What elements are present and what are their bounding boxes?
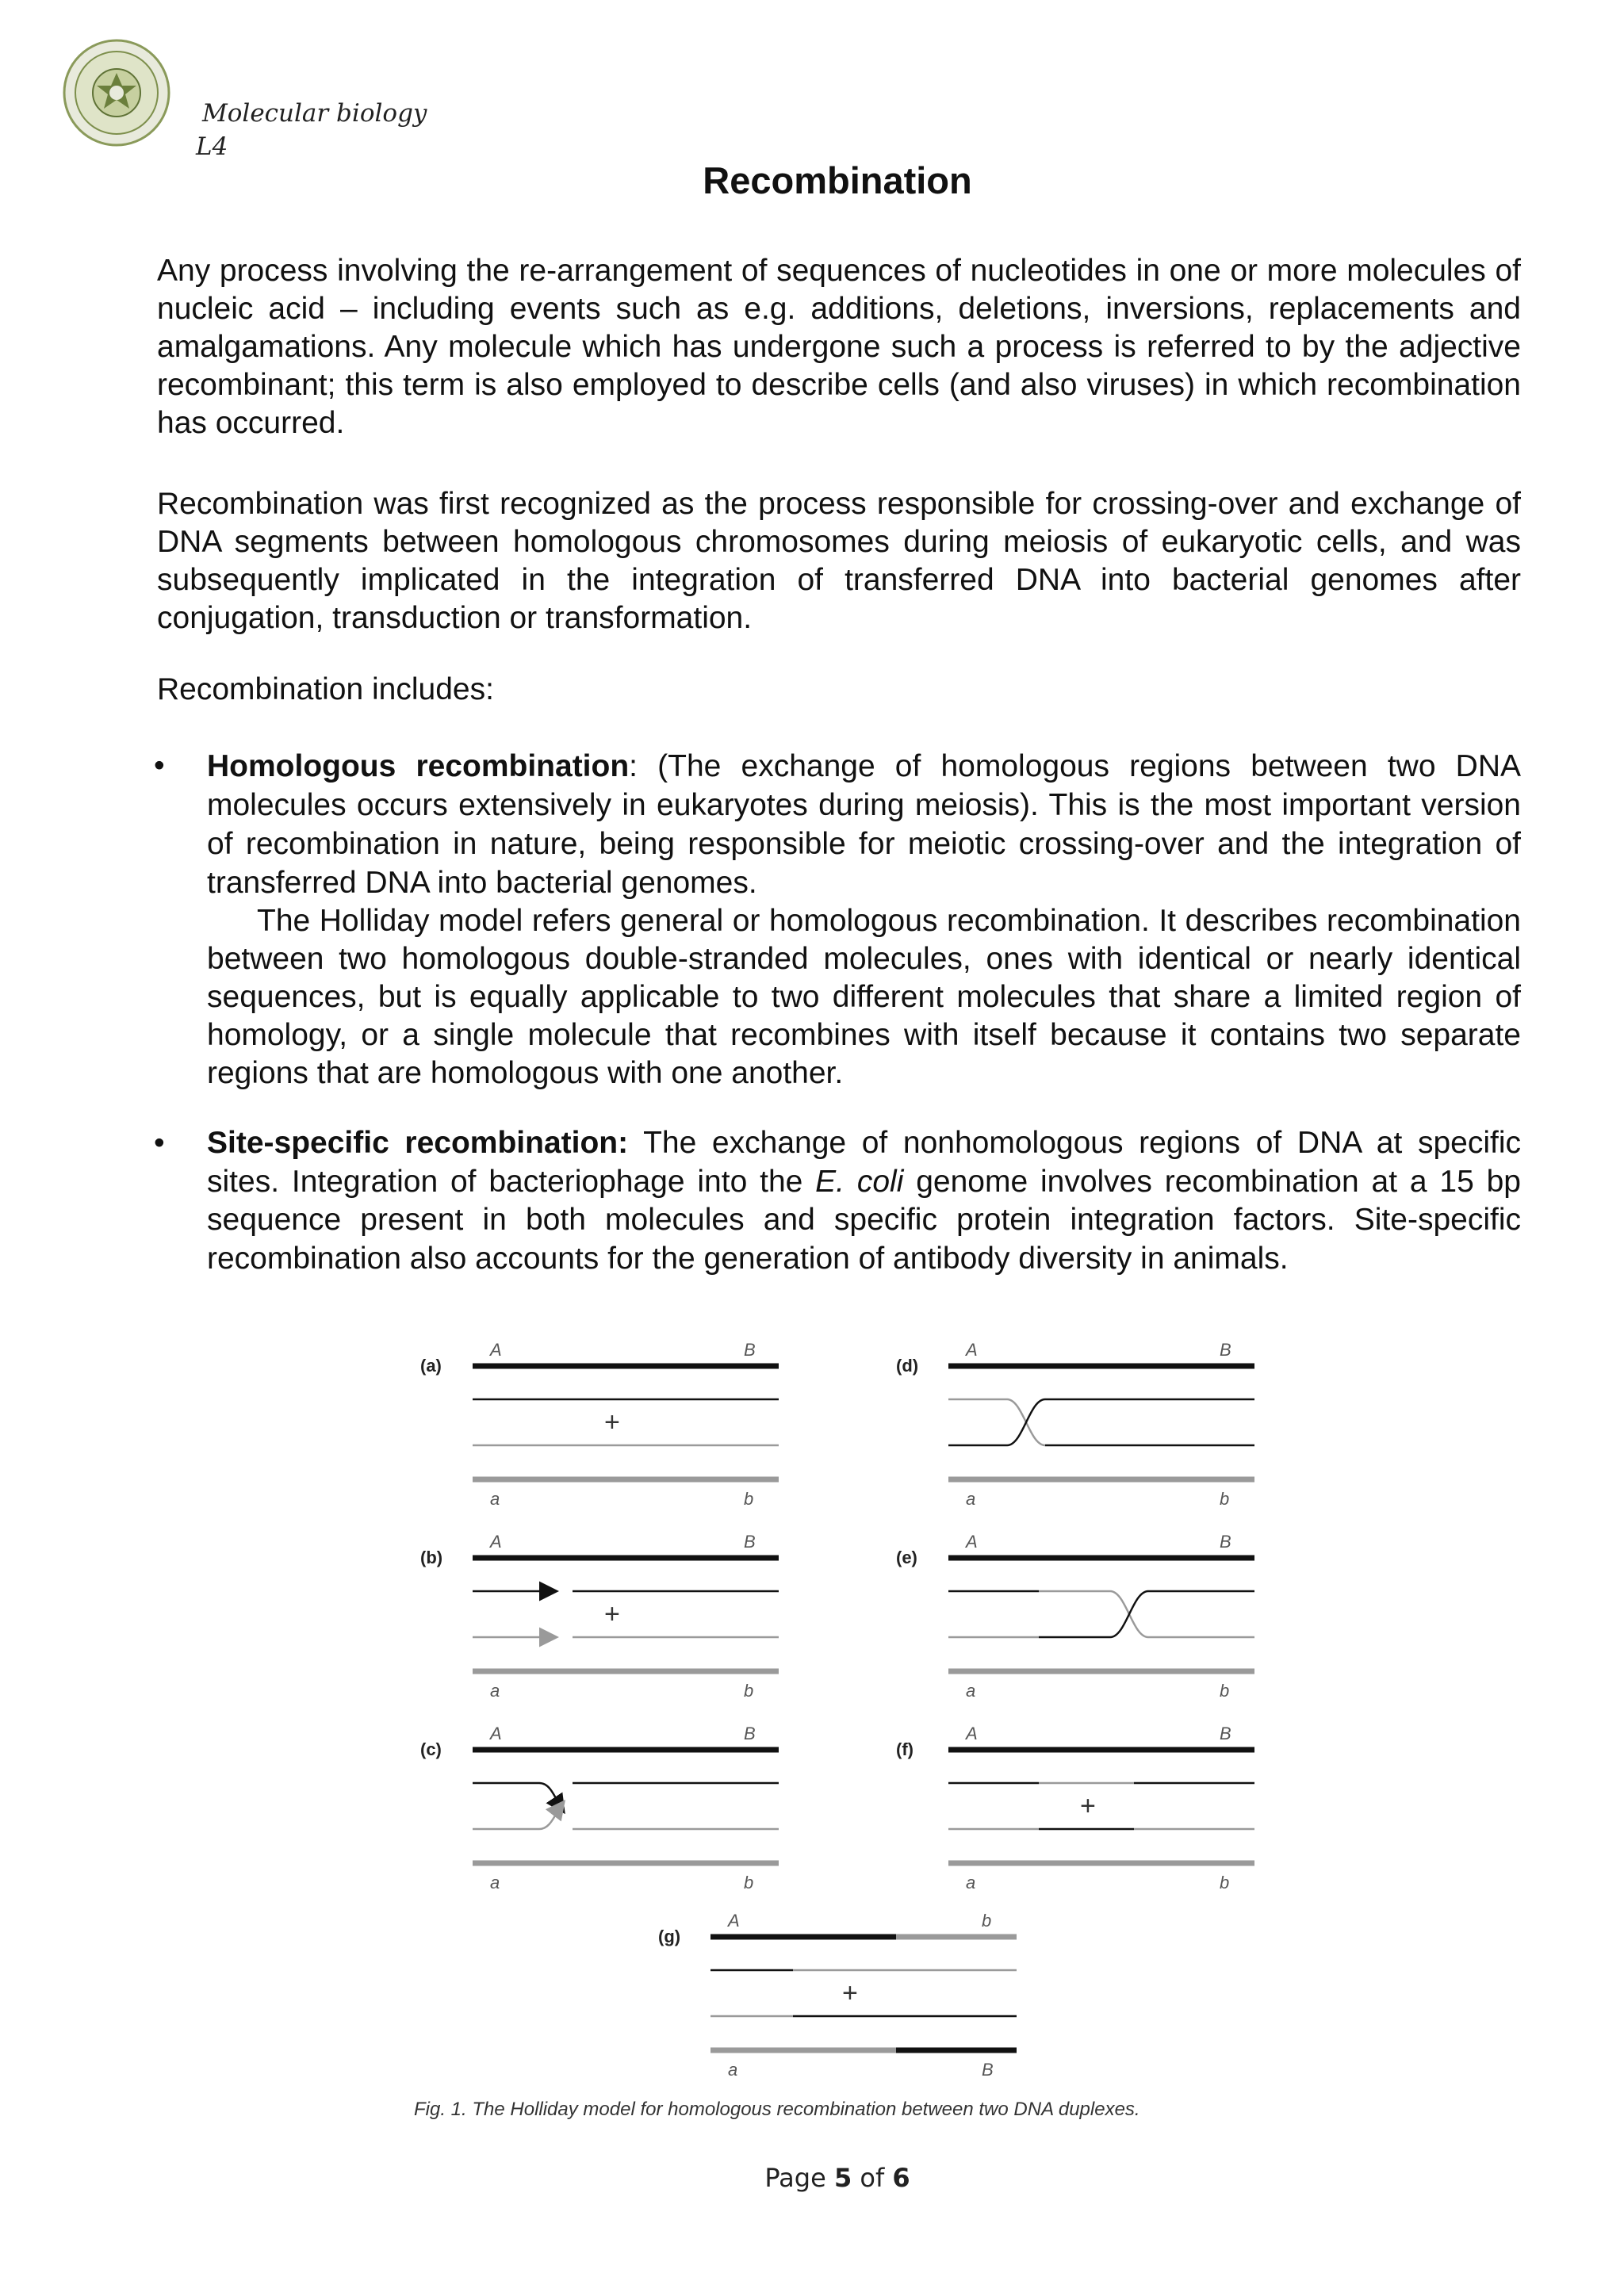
svg-text:A: A	[490, 1532, 502, 1552]
panel-label: (c)	[420, 1739, 442, 1759]
svg-text:b: b	[982, 1911, 992, 1931]
svg-text:a: a	[966, 1873, 976, 1892]
bullet-text: The exchange of nonhomologous regions of DNA at specific sites. Integration of bacteriophage into the	[207, 1126, 1521, 1199]
holliday-diagram	[396, 1340, 1380, 2133]
svg-text:a: a	[490, 1873, 500, 1892]
svg-text:B: B	[1220, 1532, 1231, 1552]
panel-label: (f)	[896, 1739, 914, 1759]
paragraph-definition	[157, 252, 1521, 442]
page-number: Page 5 of 6	[764, 2163, 910, 2193]
holliday-model-figure	[396, 1340, 1380, 2133]
bullet-homologous	[154, 747, 1522, 1093]
term-homologous: Homologous recombination	[207, 749, 630, 783]
bullet-icon: •	[154, 748, 165, 783]
svg-text:b: b	[1220, 1489, 1230, 1509]
svg-text:A: A	[490, 1724, 502, 1743]
bullet-site-specific	[154, 1124, 1521, 1278]
bullet-text: : (The exchange of homologous regions between two DNA molecules occurs extensively in eukaryotes during meiosis). This is the most important version of recombination in nature, being responsible for meiotic crossing-over and the integration of transferred DNA into bacterial genomes.	[207, 749, 1522, 900]
course-title: Molecular biology	[202, 99, 427, 128]
svg-text:+: +	[1080, 1791, 1096, 1821]
organism-name: E. coli	[815, 1164, 904, 1199]
label-A: A	[490, 1340, 502, 1360]
panel-label: (g)	[658, 1927, 681, 1946]
svg-text:a: a	[490, 1681, 500, 1701]
panel-e	[896, 1532, 1254, 1701]
panel-g	[658, 1911, 1017, 2080]
page-title: Recombination	[703, 159, 972, 201]
panel-d	[896, 1340, 1254, 1509]
svg-text:A: A	[966, 1340, 978, 1360]
term-site-specific: Site-specific recombination:	[207, 1126, 629, 1160]
panel-c	[420, 1724, 779, 1892]
panel-f	[896, 1724, 1254, 1892]
svg-text:a: a	[728, 2060, 738, 2080]
svg-text:+: +	[604, 1599, 620, 1629]
svg-text:B: B	[744, 1724, 756, 1743]
svg-text:b: b	[744, 1681, 754, 1701]
course-level: L4	[196, 132, 228, 161]
panel-b	[420, 1532, 779, 1701]
paragraph-includes	[157, 671, 1521, 709]
panel-label: (e)	[896, 1548, 917, 1567]
svg-text:+: +	[842, 1978, 858, 2008]
paragraph-history	[157, 485, 1521, 637]
paragraph-text: Recombination was first recognized as the process responsible for crossing-over and exchange of DNA segments between homologous chromosomes during meiosis of eukaryotic cells, and was subsequently implicated in the integration of transferred DNA into bacterial genomes after conjugation, transduction or transformation.	[157, 487, 1521, 635]
panel-label: (b)	[420, 1548, 443, 1567]
figure-caption: Fig. 1. The Holliday model for homologous recombination between two DNA duplexes.	[414, 2099, 1140, 2120]
label-a: a	[490, 1489, 500, 1509]
label-b: b	[744, 1489, 754, 1509]
panel-label: (a)	[420, 1356, 442, 1376]
panel-a	[420, 1340, 779, 1509]
svg-text:B: B	[1220, 1340, 1231, 1360]
svg-text:B: B	[1220, 1724, 1231, 1743]
svg-text:A: A	[966, 1532, 978, 1552]
plus-sign: +	[604, 1407, 620, 1437]
svg-text:A: A	[966, 1724, 978, 1743]
holliday-paragraph: The Holliday model refers general or homologous recombination. It describes recombination between two homologous double-stranded molecules, ones with identical or nearly identical sequences, but is equally applicable to two different molecules that share a limited region of homology, or a single molecule that recombines with itself because it contains two separate regions that are homologous with one another.	[207, 904, 1521, 1090]
svg-text:A: A	[728, 1911, 740, 1931]
svg-text:b: b	[1220, 1873, 1230, 1892]
svg-text:b: b	[744, 1873, 754, 1892]
label-B: B	[744, 1340, 756, 1360]
panel-label: (d)	[896, 1356, 919, 1376]
svg-text:a: a	[966, 1489, 976, 1509]
course-header	[196, 97, 427, 163]
university-logo	[62, 38, 171, 147]
paragraph-text: Recombination includes:	[157, 672, 494, 706]
paragraph-text: Any process involving the re-arrangement of sequences of nucleotides in one or more molecules of nucleic acid – including events such as e.g. additions, deletions, inversions, replacements and amalgamations. Any molecule which has undergone such a process is referred to by the adjective recombinant; this term is also employed to describe cells (and also viruses) in which recombination has occurred.	[157, 254, 1521, 440]
bullet-icon: •	[154, 1126, 165, 1160]
svg-text:a: a	[966, 1681, 976, 1701]
bullet-text: genome involves recombination at a 15 bp sequence present in both molecules and specific protein integration factors. Site-specific recombination also accounts for the generation of antibody diversity in animals.	[207, 1164, 1521, 1276]
svg-text:B: B	[982, 2060, 994, 2080]
svg-text:B: B	[744, 1532, 756, 1552]
svg-text:b: b	[1220, 1681, 1230, 1701]
